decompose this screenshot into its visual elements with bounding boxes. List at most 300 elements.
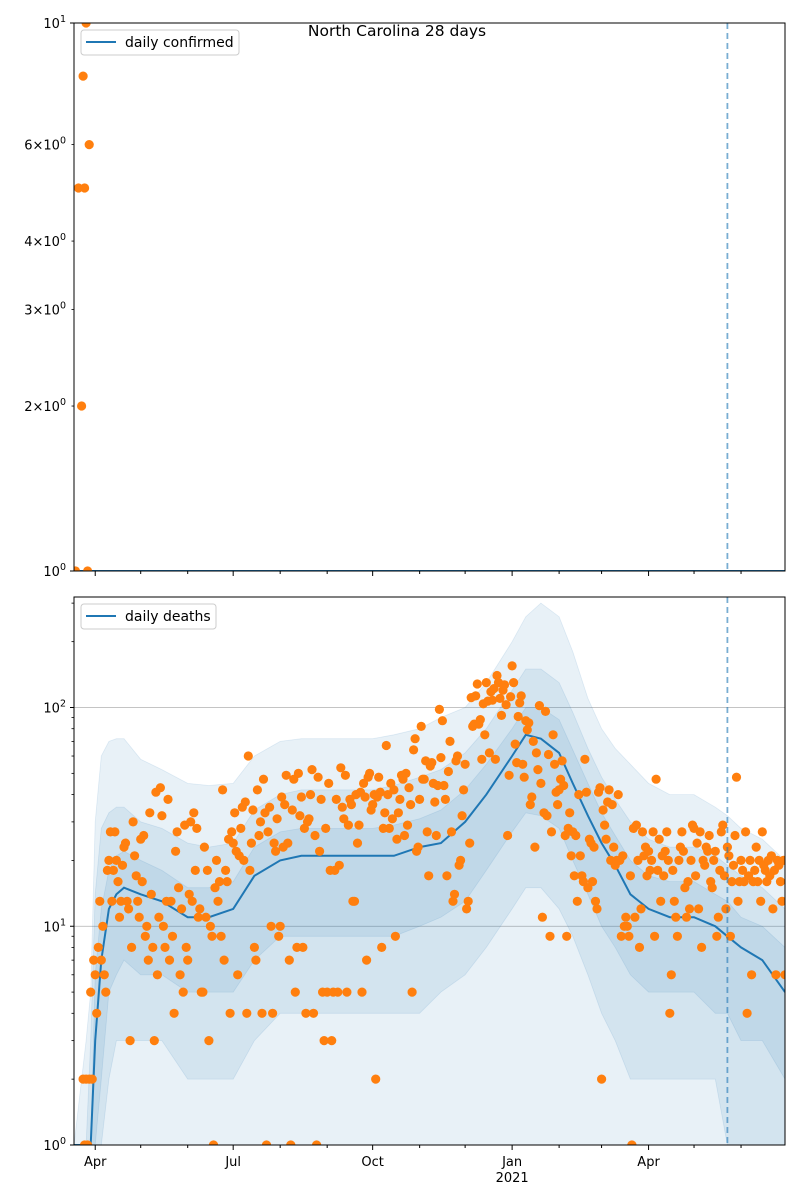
bottom-point-369	[638, 827, 647, 836]
bottom-point-23	[113, 877, 122, 886]
bottom-point-332	[582, 788, 591, 797]
bottom-point-97	[226, 1009, 235, 1018]
bottom-point-245	[450, 890, 459, 899]
bottom-point-93	[220, 956, 229, 965]
bottom-point-138	[288, 805, 297, 814]
bottom-xtick-label-1: Jul	[225, 1155, 242, 1170]
bottom-point-232	[430, 797, 439, 806]
bottom-point-350	[609, 843, 618, 852]
bottom-point-305	[541, 707, 550, 716]
bottom-point-285	[511, 740, 520, 749]
bottom-point-396	[679, 847, 688, 856]
bottom-point-72	[188, 897, 197, 906]
top-legend-label: daily confirmed	[125, 35, 234, 51]
bottom-point-230	[427, 758, 436, 767]
bottom-point-296	[527, 792, 536, 801]
bottom-point-390	[670, 897, 679, 906]
bottom-point-260	[473, 679, 482, 688]
bottom-point-289	[517, 691, 526, 700]
bottom-point-5	[86, 988, 95, 997]
bottom-point-386	[664, 856, 673, 865]
bottom-point-399	[683, 877, 692, 886]
bottom-point-282	[506, 692, 515, 701]
bottom-point-302	[536, 779, 545, 788]
bottom-point-46	[148, 943, 157, 952]
bottom-point-20	[109, 866, 118, 875]
bottom-point-186	[361, 792, 370, 801]
top-ytick-minor-label-1: $3\times 10^0$	[24, 300, 66, 319]
bottom-point-328	[576, 851, 585, 860]
bottom-point-128	[273, 814, 282, 823]
bottom-point-202	[385, 824, 394, 833]
bottom-point-254	[464, 897, 473, 906]
bottom-point-376	[649, 827, 658, 836]
bottom-point-208	[394, 808, 403, 817]
bottom-point-33	[129, 817, 138, 826]
bottom-point-64	[176, 970, 185, 979]
bottom-point-30	[124, 904, 133, 913]
bottom-point-36	[133, 897, 142, 906]
bottom-point-279	[502, 700, 511, 709]
bottom-point-295	[526, 800, 535, 809]
bottom-point-299	[532, 748, 541, 757]
bottom-point-276	[497, 711, 506, 720]
bottom-point-384	[661, 847, 670, 856]
bottom-point-171	[338, 803, 347, 812]
bottom-point-349	[608, 800, 617, 809]
bottom-point-432	[733, 897, 742, 906]
bottom-point-116	[254, 831, 263, 840]
bottom-point-398	[682, 913, 691, 922]
bottom-point-125	[268, 1009, 277, 1018]
bottom-point-94	[221, 866, 230, 875]
top-ytick-label-1: $10^1$	[43, 14, 66, 32]
bottom-point-124	[267, 922, 276, 931]
bottom-point-205	[389, 785, 398, 794]
bottom-point-113	[250, 943, 259, 952]
bottom-point-221	[414, 843, 423, 852]
figure-title: North Carolina 28 days	[307, 22, 487, 40]
bottom-point-160	[321, 824, 330, 833]
bottom-point-10	[94, 943, 103, 952]
bottom-point-129	[274, 932, 283, 941]
bottom-point-57	[165, 956, 174, 965]
top-point-4	[80, 183, 89, 192]
bottom-point-262	[476, 715, 485, 724]
bottom-point-310	[549, 730, 558, 739]
bottom-point-54	[160, 943, 169, 952]
top-point-2	[77, 401, 86, 410]
bottom-point-179	[350, 897, 359, 906]
bottom-point-353	[614, 790, 623, 799]
bottom-point-82	[203, 866, 212, 875]
bottom-point-263	[477, 755, 486, 764]
bottom-point-300	[533, 765, 542, 774]
bottom-point-240	[442, 871, 451, 880]
bottom-point-45	[147, 890, 156, 899]
bottom-point-440	[746, 856, 755, 865]
bottom-point-212	[400, 831, 409, 840]
bottom-point-434	[736, 856, 745, 865]
bottom-point-199	[380, 808, 389, 817]
bottom-point-388	[667, 970, 676, 979]
bottom-point-405	[693, 839, 702, 848]
bottom-point-149	[304, 814, 313, 823]
bottom-point-81	[201, 913, 210, 922]
bottom-point-239	[441, 795, 450, 804]
bottom-point-140	[291, 988, 300, 997]
bottom-point-448	[758, 827, 767, 836]
bottom-point-373	[644, 847, 653, 856]
bottom-point-404	[691, 871, 700, 880]
bottom-point-410	[700, 861, 709, 870]
bottom-point-58	[166, 897, 175, 906]
bottom-point-114	[251, 956, 260, 965]
bottom-point-392	[673, 932, 682, 941]
bottom-point-15	[101, 988, 110, 997]
bottom-ytick-label-2: $10^2$	[43, 698, 66, 717]
bottom-point-213	[401, 769, 410, 778]
bottom-point-136	[285, 956, 294, 965]
bottom-point-42	[142, 922, 151, 931]
bottom-point-241	[444, 767, 453, 776]
bottom-point-270	[488, 696, 497, 705]
bottom-point-280	[503, 831, 512, 840]
bottom-point-126	[270, 839, 279, 848]
bottom-point-47	[150, 1036, 159, 1045]
top-point-3	[79, 72, 88, 81]
bottom-point-117	[256, 817, 265, 826]
bottom-point-338	[591, 897, 600, 906]
bottom-point-395	[677, 827, 686, 836]
bottom-point-167	[332, 795, 341, 804]
bottom-point-184	[357, 988, 366, 997]
bottom-point-157	[317, 795, 326, 804]
bottom-point-222	[415, 795, 424, 804]
bottom-point-223	[417, 722, 426, 731]
bottom-point-255	[465, 839, 474, 848]
bottom-point-197	[377, 943, 386, 952]
bottom-point-431	[732, 773, 741, 782]
bottom-point-145	[298, 943, 307, 952]
bottom-point-233	[432, 831, 441, 840]
bottom-point-325	[571, 831, 580, 840]
bottom-point-309	[547, 827, 556, 836]
bottom-point-13	[98, 922, 107, 931]
top-ytick-minor-label-2: $4\times 10^0$	[24, 232, 66, 251]
bottom-point-62	[173, 827, 182, 836]
bottom-point-200	[382, 741, 391, 750]
bottom-point-259	[471, 691, 480, 700]
bottom-point-9	[92, 1009, 101, 1018]
bottom-point-407	[696, 827, 705, 836]
bottom-point-106	[239, 856, 248, 865]
bottom-point-26	[118, 861, 127, 870]
bottom-point-104	[236, 824, 245, 833]
bottom-point-24	[115, 913, 124, 922]
bottom-point-339	[592, 904, 601, 913]
bottom-point-242	[445, 737, 454, 746]
bottom-point-122	[263, 827, 272, 836]
bottom-point-400	[685, 904, 694, 913]
bottom-point-173	[341, 771, 350, 780]
bottom-point-174	[342, 988, 351, 997]
bottom-point-358	[621, 913, 630, 922]
bottom-point-306	[542, 811, 551, 820]
bottom-point-225	[420, 775, 429, 784]
bottom-point-408	[697, 943, 706, 952]
bottom-point-424	[721, 904, 730, 913]
bottom-point-303	[538, 913, 547, 922]
bottom-point-115	[253, 785, 262, 794]
bottom-point-438	[743, 1009, 752, 1018]
bottom-point-375	[647, 856, 656, 865]
bottom-point-66	[179, 988, 188, 997]
bottom-point-195	[374, 773, 383, 782]
bottom-point-313	[553, 800, 562, 809]
bottom-point-422	[718, 821, 727, 830]
bottom-ytick-label-1: $10^1$	[43, 917, 66, 936]
bottom-point-28	[121, 839, 130, 848]
bottom-point-162	[324, 779, 333, 788]
bottom-point-135	[283, 839, 292, 848]
bottom-xtick-label-0: Apr	[83, 1155, 107, 1170]
bottom-point-79	[198, 988, 207, 997]
bottom-point-108	[242, 1009, 251, 1018]
bottom-point-380	[655, 835, 664, 844]
bottom-point-11	[95, 897, 104, 906]
bottom-point-441	[747, 970, 756, 979]
bottom-point-175	[344, 821, 353, 830]
bottom-point-381	[656, 897, 665, 906]
bottom-point-243	[447, 827, 456, 836]
bottom-point-85	[207, 932, 216, 941]
bottom-point-133	[280, 800, 289, 809]
bottom-point-156	[315, 847, 324, 856]
bottom-point-130	[276, 922, 285, 931]
bottom-point-34	[130, 851, 139, 860]
bottom-point-21	[110, 827, 119, 836]
bottom-xtick-sublabel-3: 2021	[495, 1171, 529, 1186]
bottom-point-89	[213, 897, 222, 906]
bottom-point-316	[558, 756, 567, 765]
bottom-point-416	[709, 856, 718, 865]
bottom-point-457	[771, 970, 780, 979]
bottom-point-347	[605, 785, 614, 794]
bottom-point-77	[195, 904, 204, 913]
bottom-point-401	[686, 856, 695, 865]
bottom-point-364	[630, 913, 639, 922]
bottom-point-367	[635, 943, 644, 952]
bottom-point-298	[530, 843, 539, 852]
bottom-point-164	[327, 1036, 336, 1045]
bottom-point-31	[126, 1036, 135, 1045]
bottom-point-56	[163, 795, 172, 804]
bottom-point-249	[456, 856, 465, 865]
bottom-point-111	[247, 839, 256, 848]
bottom-point-143	[295, 811, 304, 820]
bottom-legend	[81, 604, 216, 629]
bottom-point-247	[453, 751, 462, 760]
bottom-point-297	[529, 737, 538, 746]
bottom-point-187	[362, 956, 371, 965]
bottom-point-92	[218, 785, 227, 794]
bottom-point-361	[626, 871, 635, 880]
bottom-point-50	[154, 913, 163, 922]
top-ytick-label-0: $10^0$	[43, 562, 66, 580]
bottom-point-155	[314, 773, 323, 782]
bottom-point-169	[335, 861, 344, 870]
bottom-point-430	[730, 831, 739, 840]
bottom-point-444	[752, 843, 761, 852]
bottom-point-437	[741, 827, 750, 836]
bottom-point-253	[462, 904, 471, 913]
bottom-point-142	[294, 769, 303, 778]
bottom-point-40	[139, 831, 148, 840]
bottom-point-49	[153, 970, 162, 979]
bottom-point-356	[618, 851, 627, 860]
bottom-point-181	[353, 839, 362, 848]
bottom-point-189	[365, 769, 374, 778]
bottom-point-83	[204, 1036, 213, 1045]
bottom-point-368	[636, 904, 645, 913]
bottom-point-265	[480, 730, 489, 739]
bottom-point-307	[544, 750, 553, 759]
bottom-point-343	[599, 805, 608, 814]
bottom-point-73	[189, 808, 198, 817]
bottom-point-426	[724, 851, 733, 860]
bottom-point-341	[595, 783, 604, 792]
bottom-point-37	[135, 913, 144, 922]
bottom-point-342	[597, 1075, 606, 1084]
bottom-point-344	[600, 821, 609, 830]
bottom-point-216	[406, 800, 415, 809]
bottom-point-418	[712, 932, 721, 941]
bottom-point-443	[750, 866, 759, 875]
bottom-point-75	[192, 824, 201, 833]
bottom-point-91	[217, 932, 226, 941]
bottom-point-88	[212, 856, 221, 865]
bottom-point-99	[229, 839, 238, 848]
bottom-point-69	[183, 956, 192, 965]
bottom-point-118	[257, 1009, 266, 1018]
bottom-point-387	[665, 1009, 674, 1018]
bottom-point-322	[567, 851, 576, 860]
bottom-point-393	[674, 856, 683, 865]
bottom-point-331	[580, 755, 589, 764]
bottom-point-383	[659, 871, 668, 880]
bottom-point-177	[347, 800, 356, 809]
bottom-point-107	[241, 797, 250, 806]
bottom-point-317	[559, 781, 568, 790]
bottom-point-6	[88, 1075, 97, 1084]
bottom-point-95	[223, 877, 232, 886]
bottom-point-39	[138, 877, 147, 886]
bottom-point-460	[776, 877, 785, 886]
bottom-point-215	[404, 783, 413, 792]
bottom-point-406	[694, 904, 703, 913]
bottom-point-266	[482, 678, 491, 687]
bottom-point-61	[171, 847, 180, 856]
bottom-point-68	[182, 943, 191, 952]
bottom-ytick-label-0: $10^0$	[43, 1136, 66, 1154]
bottom-point-151	[307, 765, 316, 774]
bottom-point-8	[91, 970, 100, 979]
bottom-point-60	[170, 1009, 179, 1018]
bottom-point-417	[711, 847, 720, 856]
bottom-point-217	[408, 988, 417, 997]
bottom-point-227	[423, 827, 432, 836]
bottom-point-41	[141, 932, 150, 941]
bottom-point-377	[650, 932, 659, 941]
bottom-point-109	[244, 751, 253, 760]
bottom-point-290	[518, 760, 527, 769]
bottom-point-447	[756, 897, 765, 906]
bottom-point-251	[459, 785, 468, 794]
bottom-point-74	[191, 866, 200, 875]
bottom-point-278	[500, 680, 509, 689]
top-legend	[81, 30, 239, 55]
bottom-point-291	[520, 773, 529, 782]
bottom-point-337	[589, 843, 598, 852]
bottom-point-321	[565, 808, 574, 817]
bottom-xtick-label-2: Oct	[361, 1155, 384, 1170]
bottom-point-319	[562, 932, 571, 941]
bottom-point-84	[206, 922, 215, 931]
bottom-point-102	[233, 970, 242, 979]
bottom-point-123	[265, 803, 274, 812]
bottom-point-235	[435, 705, 444, 714]
bottom-point-59	[168, 932, 177, 941]
bottom-point-385	[662, 827, 671, 836]
bottom-point-182	[354, 821, 363, 830]
bottom-point-378	[652, 775, 661, 784]
bottom-point-52	[157, 811, 166, 820]
bottom-point-63	[174, 883, 183, 892]
top-ytick-minor-label-0: $2\times 10^0$	[24, 397, 66, 416]
bottom-point-43	[144, 956, 153, 965]
bottom-point-252	[461, 760, 470, 769]
bottom-point-391	[671, 913, 680, 922]
bottom-point-308	[545, 932, 554, 941]
bottom-point-152	[309, 1009, 318, 1018]
bottom-point-209	[395, 795, 404, 804]
bottom-point-219	[411, 734, 420, 743]
bottom-point-336	[588, 877, 597, 886]
bottom-point-150	[306, 790, 315, 799]
bottom-point-238	[439, 781, 448, 790]
bottom-point-206	[391, 932, 400, 941]
bottom-point-218	[409, 745, 418, 754]
bottom-point-214	[403, 821, 412, 830]
bottom-point-119	[259, 775, 268, 784]
bottom-point-112	[248, 805, 257, 814]
bottom-xtick-label-3: Jan	[502, 1155, 523, 1170]
bottom-point-100	[230, 808, 239, 817]
bottom-point-98	[227, 827, 236, 836]
bottom-point-32	[127, 943, 136, 952]
bottom-point-236	[436, 753, 445, 762]
top-point-7	[85, 140, 94, 149]
bottom-point-19	[107, 897, 116, 906]
bottom-point-294	[524, 718, 533, 727]
bottom-point-228	[424, 871, 433, 880]
top-ytick-minor-label-3: $6\times 10^0$	[24, 135, 66, 154]
bottom-point-168	[333, 988, 342, 997]
bottom-legend-label: daily deaths	[125, 609, 211, 625]
bottom-point-272	[491, 755, 500, 764]
bottom-point-281	[505, 771, 514, 780]
